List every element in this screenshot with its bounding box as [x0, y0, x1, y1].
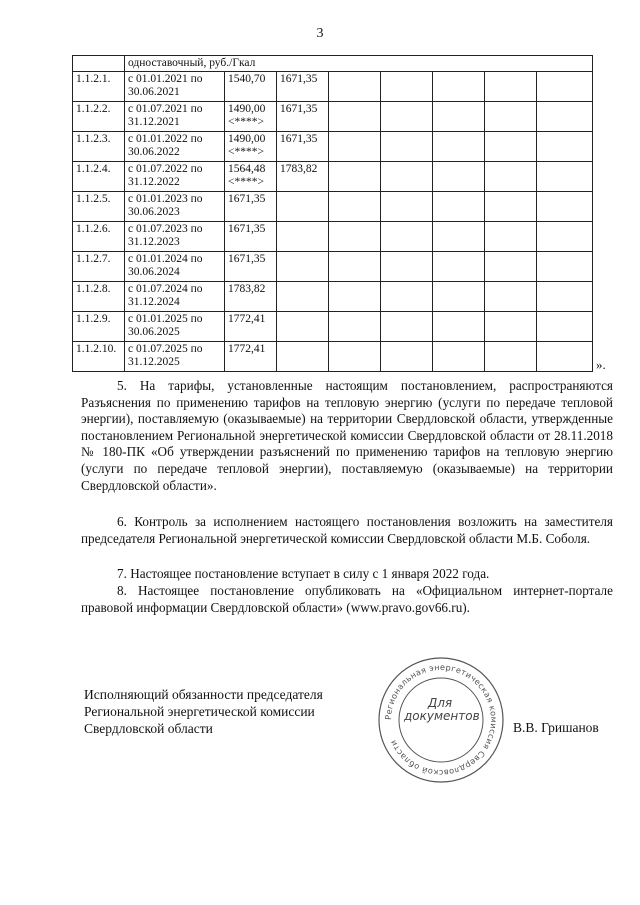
row-value-1: 1490,00 <****>: [225, 132, 277, 162]
paragraph-8: 8. Настоящее постановление опубликовать на «Официальном интернет-портале правовой информации Свердловской области» (www.pravo.gov66.ru).: [81, 583, 613, 615]
unit-label: одноставочный, руб./Гкал: [125, 56, 593, 72]
empty-cell: [329, 132, 381, 162]
table-row: [73, 222, 593, 252]
empty-cell: [485, 312, 537, 342]
empty-cell: [485, 162, 537, 192]
empty-cell: [329, 72, 381, 102]
empty-cell: [381, 162, 433, 192]
empty-cell: [381, 192, 433, 222]
signatory-line-2: Региональной энергетической комиссии: [84, 704, 315, 719]
empty-cell: [433, 192, 485, 222]
empty-cell: [485, 252, 537, 282]
stamp-ring-text: Региональная энергетическая комиссия Свердловской области: [382, 661, 500, 779]
empty-cell: [381, 342, 433, 372]
row-number: 1.1.2.10.: [73, 342, 125, 372]
row-value-2: 1671,35: [277, 102, 329, 132]
row-value-2: [277, 222, 329, 252]
row-number: 1.1.2.3.: [73, 132, 125, 162]
empty-cell: [537, 192, 593, 222]
empty-cell: [329, 222, 381, 252]
row-period: с 01.01.2025 по 30.06.2025: [125, 312, 225, 342]
row-value-2: [277, 192, 329, 222]
empty-cell: [485, 282, 537, 312]
row-value-1: 1671,35: [225, 192, 277, 222]
empty-cell: [433, 222, 485, 252]
empty-cell: [485, 132, 537, 162]
row-value-2: [277, 312, 329, 342]
stamp-center-text: Для документов: [404, 696, 480, 723]
empty-cell: [433, 72, 485, 102]
table-row: [73, 252, 593, 282]
empty-cell: [537, 132, 593, 162]
row-value-1: 1564,48 <****>: [225, 162, 277, 192]
row-value-1: 1490,00 <****>: [225, 102, 277, 132]
row-value-1: 1772,41: [225, 312, 277, 342]
empty-cell: [537, 102, 593, 132]
empty-cell: [381, 252, 433, 282]
empty-cell: [485, 192, 537, 222]
table-row: [73, 102, 593, 132]
row-number: 1.1.2.1.: [73, 72, 125, 102]
empty-cell: [433, 102, 485, 132]
row-period: с 01.07.2024 по 31.12.2024: [125, 282, 225, 312]
table-row: [73, 312, 593, 342]
empty-cell: [537, 342, 593, 372]
table-row: [73, 342, 593, 372]
row-number: 1.1.2.6.: [73, 222, 125, 252]
empty-cell: [537, 252, 593, 282]
empty-cell: [381, 132, 433, 162]
empty-cell: [433, 312, 485, 342]
signatory-title: [84, 686, 323, 737]
empty-cell: [329, 312, 381, 342]
empty-cell: [433, 162, 485, 192]
row-value-1: 1671,35: [225, 252, 277, 282]
row-value-2: [277, 282, 329, 312]
row-period: с 01.01.2023 по 30.06.2023: [125, 192, 225, 222]
table-row: [73, 282, 593, 312]
empty-cell: [329, 342, 381, 372]
empty-cell: [537, 222, 593, 252]
row-period: с 01.01.2024 по 30.06.2024: [125, 252, 225, 282]
table-row: [73, 132, 593, 162]
row-number: 1.1.2.5.: [73, 192, 125, 222]
empty-cell: [329, 252, 381, 282]
row-number: 1.1.2.2.: [73, 102, 125, 132]
table-row: [73, 192, 593, 222]
row-value-1: 1783,82: [225, 282, 277, 312]
paragraph-5: 5. На тарифы, установленные настоящим постановлением, распространяются Разъяснения по применению тарифов на тепловую энергию (услуги по передаче тепловой энергии), поставляемую (оказываемые) на территории Свердловской области, утвержденные постановлением Региональной энергетической комиссии Свердловской области от 28.11.2018 № 180-ПК «Об утверждении разъяснений по применению тарифов на тепловую энергию (услуги по передаче тепловой энергии), поставляемую (оказываемые) на территории Свердловской области».: [81, 378, 613, 493]
empty-cell: [381, 312, 433, 342]
row-number: 1.1.2.8.: [73, 282, 125, 312]
empty-cell: [433, 342, 485, 372]
row-value-1: 1540,70: [225, 72, 277, 102]
row-value-1: 1772,41: [225, 342, 277, 372]
row-value-2: 1671,35: [277, 132, 329, 162]
tariff-table: [72, 55, 593, 372]
empty-cell: [485, 72, 537, 102]
empty-cell: [433, 282, 485, 312]
empty-cell: [329, 162, 381, 192]
empty-cell: [537, 72, 593, 102]
empty-cell: [381, 72, 433, 102]
empty-cell: [485, 342, 537, 372]
paragraph-7: 7. Настоящее постановление вступает в силу с 1 января 2022 года.: [117, 566, 490, 581]
row-value-2: [277, 342, 329, 372]
empty-cell: [381, 282, 433, 312]
table-unit-row: [73, 56, 593, 72]
table-row: [73, 162, 593, 192]
empty-cell: [537, 162, 593, 192]
empty-cell: [329, 192, 381, 222]
row-number: 1.1.2.4.: [73, 162, 125, 192]
signatory-line-1: Исполняющий обязанности председателя: [84, 687, 323, 702]
row-period: с 01.01.2021 по 30.06.2021: [125, 72, 225, 102]
row-period: с 01.01.2022 по 30.06.2022: [125, 132, 225, 162]
row-period: с 01.07.2025 по 31.12.2025: [125, 342, 225, 372]
row-number: 1.1.2.7.: [73, 252, 125, 282]
empty-cell: [329, 282, 381, 312]
row-period: с 01.07.2021 по 31.12.2021: [125, 102, 225, 132]
table-row: [73, 72, 593, 102]
page-number: 3: [316, 26, 324, 41]
closing-quote: ».: [596, 357, 606, 372]
empty-cell: [537, 282, 593, 312]
empty-cell: [433, 252, 485, 282]
row-number: 1.1.2.9.: [73, 312, 125, 342]
signatory-line-3: Свердловской области: [84, 721, 213, 736]
empty-cell: [381, 102, 433, 132]
paragraph-6: 6. Контроль за исполнением настоящего постановления возложить на заместителя председателя Региональной энергетической комиссии Свердловской области М.Б. Соболя.: [81, 514, 613, 546]
row-value-2: [277, 252, 329, 282]
empty-cell: [485, 222, 537, 252]
row-value-2: 1783,82: [277, 162, 329, 192]
empty-cell: [381, 222, 433, 252]
empty-cell: [537, 312, 593, 342]
row-period: с 01.07.2023 по 31.12.2023: [125, 222, 225, 252]
empty-cell: [485, 102, 537, 132]
empty-cell: [433, 132, 485, 162]
row-period: с 01.07.2022 по 31.12.2022: [125, 162, 225, 192]
row-value-1: 1671,35: [225, 222, 277, 252]
empty-cell: [329, 102, 381, 132]
row-value-2: 1671,35: [277, 72, 329, 102]
signer-name: В.В. Гришанов: [513, 720, 599, 735]
